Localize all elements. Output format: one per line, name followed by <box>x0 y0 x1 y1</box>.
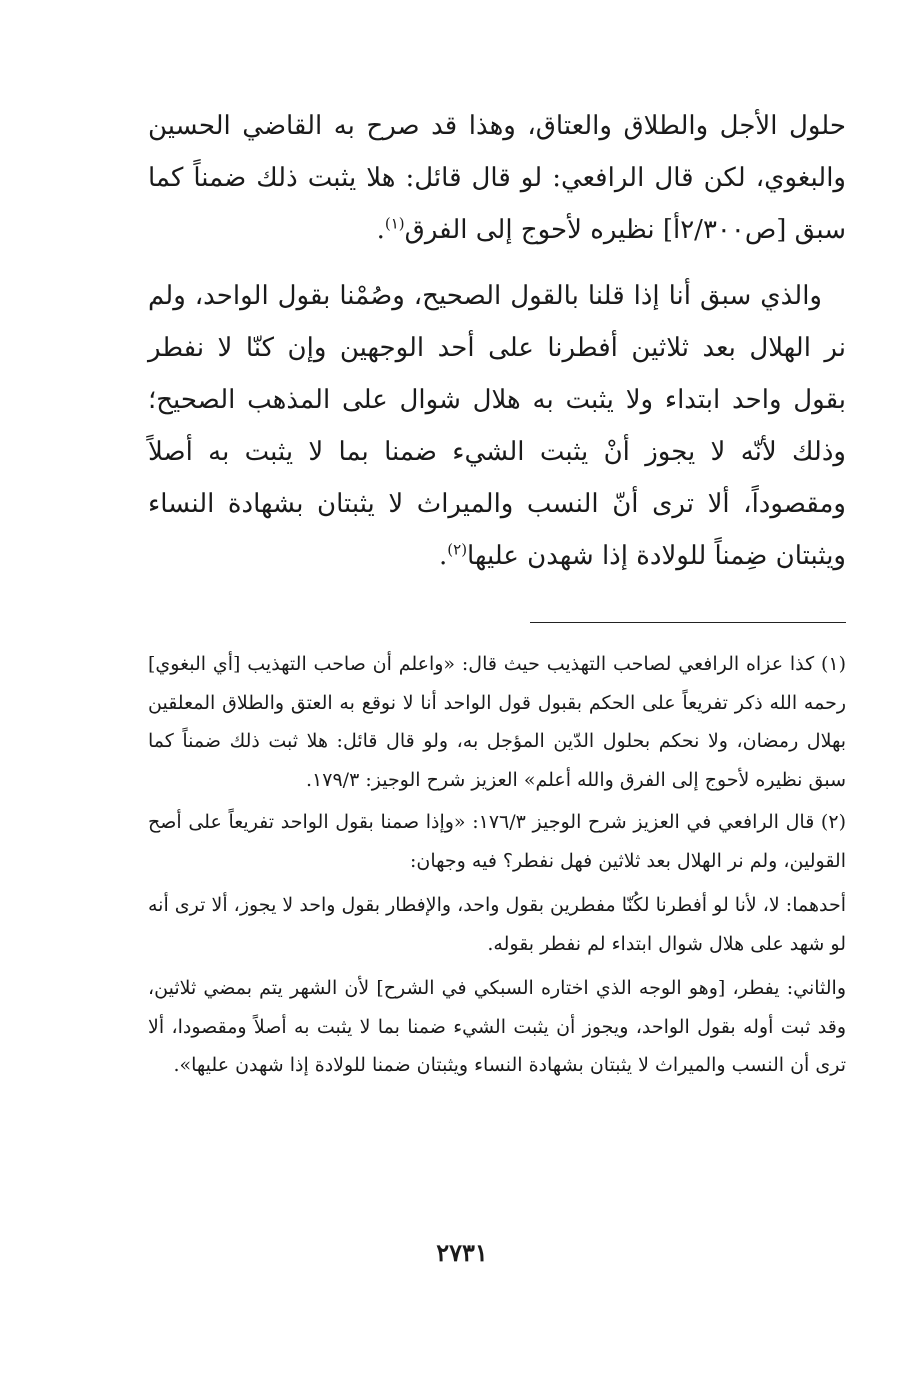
paragraph-1-text: حلول الأجل والطلاق والعتاق، وهذا قد صرح به القاضي الحسين والبغوي، لكن قال الرافعي: لو قال قائل: هلا يثبت ذلك ضمناً كما سبق [ص٢/٣٠٠أ] نظيره لأحوج إلى الفرق <box>148 111 846 245</box>
footnote-1: (١) كذا عزاه الرافعي لصاحب التهذيب حيث قال: «واعلم أن صاحب التهذيب [أي البغوي] رحمه الله ذكر تفريعاً على الحكم بقبول قول الواحد أنا لا نوقع به العتق والطلاق المعلقين بهلال رمضان، ولا نحكم بحلول الدّين المؤجل به، ولو قال قائل: هلا ثبت ذلك ضمناً كما سبق نظيره لأحوج إلى الفرق والله أعلم» العزيز شرح الوجيز: ١٧٩/٣. <box>148 653 846 791</box>
footnote-separator <box>530 622 846 623</box>
footnote-2-second-view: والثاني: يفطر، [وهو الوجه الذي اختاره السبكي في الشرح] لأن الشهر يتم بمضي ثلاثين، وقد ثبت أوله بقول الواحد، ويجوز أن يثبت الشيء ضمنا بما لا يثبت به أصلاً ومقصودا، ألا ترى أن النسب والميراث لا يثبتان بشهادة النساء ويثبتان ضمنا للولادة إذا شهدن عليها». <box>148 977 846 1076</box>
paragraph-1-end: . <box>376 215 385 245</box>
main-text <box>148 100 846 582</box>
footnote-2-intro: (٢) قال الرافعي في العزيز شرح الوجيز ١٧٦/٣: «وإذا صمنا بقول الواحد تفريعاً على أصح القولين، ولم نر الهلال بعد ثلاثين فهل نفطر؟ فيه وجهان: <box>148 811 846 872</box>
main-paragraph-1 <box>148 100 846 256</box>
page-number: ٢٧٣١ <box>436 1238 488 1267</box>
paragraph-2-end: . <box>439 541 448 571</box>
footnote-reference-2: (٢) <box>447 540 468 559</box>
main-paragraph-2 <box>148 270 846 582</box>
footnote-2-first-view: أحدهما: لا، لأنا لو أفطرنا لكُنّا مفطرين بقول واحد، والإفطار بقول واحد لا يجوز، ألا ترى أنه لو شهد على هلال شوال ابتداء لم نفطر بقوله. <box>148 894 846 955</box>
footnote-reference-1: (١) <box>384 214 405 233</box>
footnotes <box>148 645 846 1085</box>
paragraph-2-text: والذي سبق أنا إذا قلنا بالقول الصحيح، وصُمْنا بقول الواحد، ولم نر الهلال بعد ثلاثين أفطرنا على أحد الوجهين وإن كنّا لا نفطر بقول واحد ابتداء ولا يثبت به هلال شوال على المذهب الصحيح؛ وذلك لأنّه لا يجوز أنْ يثبت الشيء ضمنا بما لا يثبت به أصلاً ومقصوداً، ألا ترى أنّ النسب والميراث لا يثبتان بشهادة النساء ويثبتان ضِمناً للولادة إذا شهدن عليها <box>148 281 846 571</box>
